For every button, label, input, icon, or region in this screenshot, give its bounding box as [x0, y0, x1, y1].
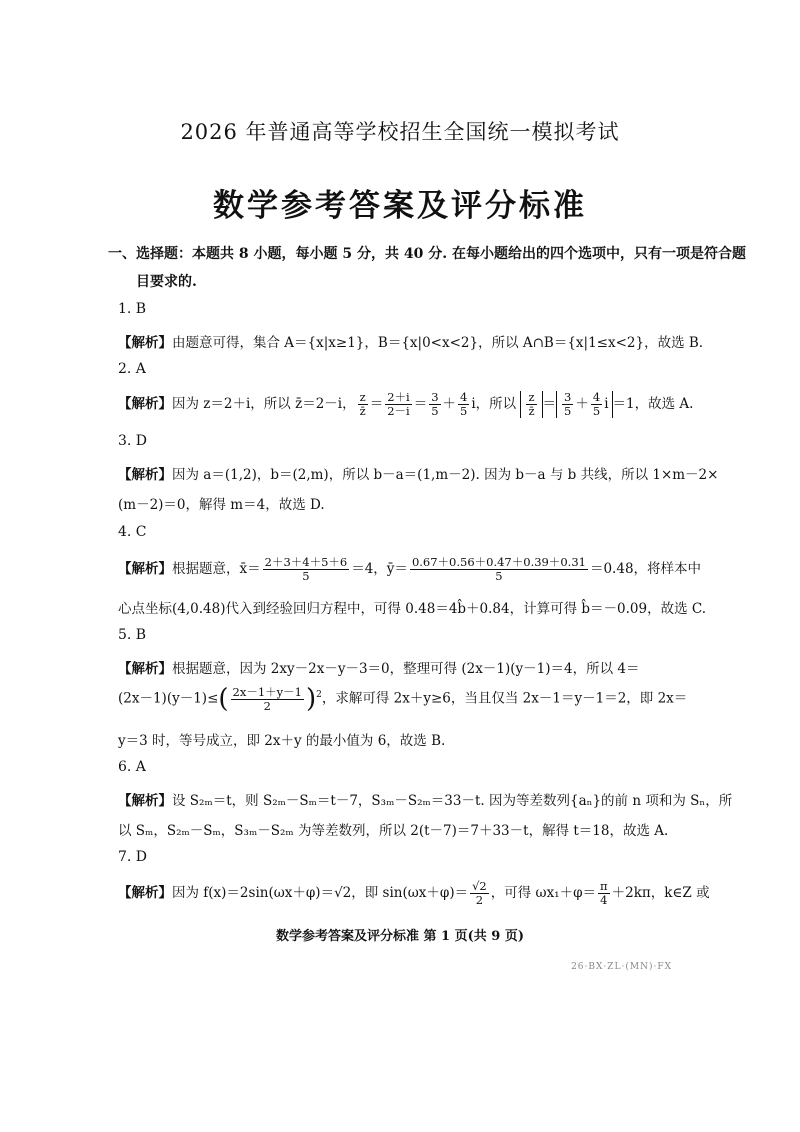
q5-line-1: 根据题意，因为 2xy－2x－y－3＝0，整理可得 (2x－1)(y－1)＝4，所以 4＝ [172, 661, 640, 677]
document-title: 数学参考答案及评分标准 [213, 188, 587, 224]
q2-abs-2b-den: 5 [592, 404, 601, 418]
q2-fraction-a-den: 2－i [387, 404, 410, 418]
solution-label: 【解析】 [118, 467, 172, 483]
solution-label: 【解析】 [118, 396, 172, 412]
q2-fraction-a [385, 391, 412, 418]
q5-paren-open: ( [218, 684, 229, 714]
q2-fraction-z-num: z [359, 390, 366, 404]
q4-text-3: ＝0.48，将样本中 [589, 561, 702, 577]
section-heading-continued: 目要求的. [136, 274, 197, 290]
q4-text-2: ＝4，ȳ＝ [351, 561, 408, 577]
q2-eq: ＝ [413, 396, 428, 412]
solution-label: 【解析】 [118, 335, 172, 351]
q4-fraction-y-num: 0.67＋0.56＋0.47＋0.39＋0.31 [411, 555, 586, 569]
q2-eq: ＝ [369, 396, 384, 412]
q4-fraction-x [263, 556, 350, 583]
solution-label: 【解析】 [118, 793, 172, 809]
q6-solution [118, 789, 733, 809]
q7-fraction-pi-num: π [600, 879, 608, 893]
q2-fraction-b-den: 5 [431, 404, 439, 418]
q5-line-3: y＝3 时，等号成立，即 2x＋y 的最小值为 6，故选 B. [118, 733, 446, 749]
q4-fraction-x-num: 2＋3＋4＋5＋6 [264, 555, 348, 569]
q4-fraction-y-den: 5 [495, 569, 503, 583]
q5-solution [118, 657, 682, 677]
q2-plus: ＋ [442, 396, 457, 412]
q5-answer: 5. B [118, 627, 147, 643]
q2-text-1: 因为 z＝2＋i，所以 z̄＝2－i， [172, 396, 356, 412]
q2-plus: ＋ [575, 396, 589, 412]
q5-fraction-num: 2x－1＋y－1 [232, 684, 302, 699]
q5-line-2 [118, 684, 688, 714]
q2-answer: 2. A [118, 361, 146, 377]
q2-fraction-b [429, 391, 440, 418]
q7-text-1: 因为 f(x)＝2sin(ωx＋φ)＝√2，即 sin(ωx＋φ)＝ [172, 885, 469, 901]
q7-fraction-sqrt2-den: 2 [475, 893, 484, 907]
q2-fraction-b-num: 3 [431, 390, 439, 404]
q4-solution [118, 555, 702, 583]
q2-fraction-c-num: 4 [460, 390, 468, 404]
q4-fraction-x-den: 5 [302, 569, 310, 583]
q3-solution [118, 463, 719, 483]
q2-fraction-z-den: z̄ [359, 404, 366, 418]
q2-text-3: ＝1，故选 A. [612, 396, 694, 412]
solution-label: 【解析】 [118, 661, 172, 677]
q2-text-2: i，所以 [471, 396, 517, 412]
q6-line-1: 设 S₂ₘ＝t，则 S₂ₘ－Sₘ＝t－7，S₃ₘ－S₂ₘ＝33－t. 因为等差数列{aₙ}的前 n 项和为 Sₙ，所 [172, 793, 733, 809]
solution-label: 【解析】 [118, 561, 172, 577]
q2-abs-2-den: 5 [564, 404, 572, 418]
q2-fraction-c-den: 5 [460, 404, 468, 418]
q2-abs-2-num: 3 [564, 390, 572, 404]
q4-fraction-y [410, 556, 588, 583]
q2-solution [118, 390, 694, 418]
q7-text-3: ＋2kπ，k∈Z 或 [611, 885, 710, 901]
q4-line-2: 心点坐标(4,0.48)代入到经验回归方程中，可得 0.48＝4b̂＋0.84，计算可得 b̂＝－0.09，故选 C. [118, 601, 707, 617]
q2-fraction-z [358, 391, 368, 418]
q6-line-2: 以 Sₘ，S₂ₘ－Sₘ，S₃ₘ－S₂ₘ 为等差数列，所以 2(t－7)＝7＋33－t，解得 t＝18，故选 A. [118, 823, 669, 839]
q5-square: 2 [316, 690, 322, 700]
q7-fraction-pi-den: 4 [600, 893, 608, 907]
q3-line-1: 因为 a＝(1,2)，b＝(2,m)，所以 b－a＝(1,m－2). 因为 b－a 与 b 共线，所以 1×m－2× [172, 467, 719, 483]
q7-text-2: ，可得 ωx₁＋φ＝ [490, 885, 597, 901]
exam-title: 2026 年普通高等学校招生全国统一模拟考试 [180, 120, 620, 144]
q7-fraction-sqrt2-num: √2 [472, 879, 487, 893]
q6-answer: 6. A [118, 759, 146, 775]
q4-answer: 4. C [118, 524, 147, 540]
q3-answer: 3. D [118, 433, 148, 449]
q2-abs-2: $\frac{3}{5}$ ＋ $\frac{4}{5}$ i [556, 391, 612, 418]
q2-fraction-c [458, 391, 469, 418]
q2-abs-1-num: z [528, 390, 535, 404]
q5-fraction [231, 686, 304, 713]
q7-answer: 7. D [118, 849, 148, 865]
q1-solution-text: 由题意可得，集合 A＝{x|x≥1}，B＝{x|0<x<2}，所以 A∩B＝{x|1≤x<2}，故选 B. [172, 335, 704, 351]
q7-fraction-sqrt2 [470, 880, 489, 907]
q2-abs-1 [520, 391, 542, 418]
q3-line-2: (m－2)＝0，解得 m＝4，故选 D. [118, 497, 325, 513]
q2-eq: ＝ [542, 396, 557, 412]
code-stamp: 26·BX·ZL·(MN)·FX [571, 962, 672, 972]
q1-solution [118, 331, 704, 351]
q7-fraction-pi [598, 880, 610, 907]
q5-text-2: ，求解可得 2x＋y≥6，当且仅当 2x－1＝y－1＝2，即 2x＝ [321, 690, 688, 707]
q7-solution [118, 879, 710, 907]
q2-abs-1-den: z̄ [528, 404, 535, 418]
q5-fraction-den: 2 [263, 698, 271, 713]
page-footer: 数学参考答案及评分标准 第 1 页(共 9 页) [275, 929, 525, 944]
q5-text-1: (2x－1)(y－1)≤ [118, 690, 219, 707]
solution-label: 【解析】 [118, 885, 172, 901]
q5-paren-close: ) [305, 684, 317, 714]
section-heading: 一、选择题：本题共 8 小题，每小题 5 分，共 40 分. 在每小题给出的四个选项中，只有一项是符合题 [108, 246, 746, 262]
q2-abs-2b-num: 4 [592, 390, 601, 404]
q1-answer: 1. B [118, 301, 147, 317]
q2-fraction-a-num: 2＋i [387, 390, 410, 404]
q4-text-1: 根据题意，x̄＝ [172, 561, 261, 577]
